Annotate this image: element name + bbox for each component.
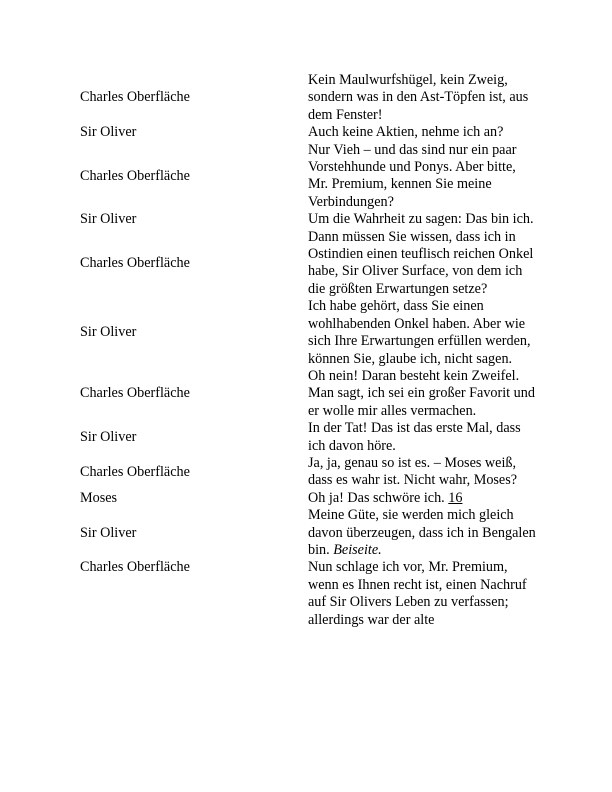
dialogue-line: Ja, ja, genau so ist es. – Moses weiß, dass es wahr ist. Nicht wahr, Moses? bbox=[308, 454, 518, 489]
dialogue-row bbox=[0, 420, 612, 455]
dialogue-row bbox=[0, 455, 612, 490]
dialogue-line bbox=[308, 507, 536, 559]
stage-direction: Beiseite. bbox=[333, 541, 382, 558]
dialogue-row bbox=[0, 559, 612, 629]
dialogue-line bbox=[308, 490, 536, 507]
dialogue-row bbox=[0, 124, 612, 141]
dialogue-line: Kein Maulwurfshügel, kein Zweig, sondern was in den Ast-Töpfen ist, aus dem Fenster! bbox=[308, 72, 529, 123]
dialogue-row bbox=[0, 211, 612, 228]
speaker-name: Sir Oliver bbox=[80, 124, 137, 141]
dialogue-row bbox=[0, 142, 612, 212]
dialogue-line: Ich habe gehört, dass Sie einen wohlhabenden Onkel haben. Aber wie sich Ihre Erwartungen erfüllen werden, können Sie, glaube ich, nicht sagen. bbox=[308, 298, 531, 367]
dialogue-line: Dann müssen Sie wissen, dass ich in Ostindien einen teuflisch reichen Onkel habe, Sir Oliver Surface, von dem ich die größten Erwartungen setze? bbox=[308, 228, 534, 297]
dialogue-row bbox=[0, 72, 612, 124]
speaker-name: Charles Oberfläche bbox=[80, 254, 190, 271]
speaker-name: Charles Oberfläche bbox=[80, 167, 190, 184]
dialogue-line: Nur Vieh – und das sind nur ein paar Vorstehhunde und Ponys. Aber bitte, Mr. Premium, kennen Sie meine Verbindungen? bbox=[308, 141, 517, 210]
speaker-name: Sir Oliver bbox=[80, 324, 137, 341]
dialogue-row bbox=[0, 490, 612, 507]
dialogue-text: Meine Güte, sie werden mich gleich davon überzeugen, dass ich in Bengalen bin. bbox=[308, 507, 536, 558]
footnote-reference[interactable]: 16 bbox=[448, 489, 463, 506]
dialogue-row bbox=[0, 298, 612, 368]
dialogue-row bbox=[0, 229, 612, 299]
dialogue-row bbox=[0, 368, 612, 420]
speaker-name: Charles Oberfläche bbox=[80, 89, 190, 106]
dialogue-table bbox=[0, 72, 612, 629]
speaker-name: Sir Oliver bbox=[80, 428, 137, 445]
speaker-name: Moses bbox=[80, 489, 118, 506]
speaker-name: Charles Oberfläche bbox=[80, 463, 190, 480]
dialogue-line: In der Tat! Das ist das erste Mal, dass ich davon höre. bbox=[308, 420, 521, 454]
dialogue-row bbox=[0, 507, 612, 559]
dialogue-line: Oh nein! Daran besteht kein Zweifel. Man sagt, ich sei ein großer Favorit und er wolle mir alles vermachen. bbox=[308, 367, 535, 419]
speaker-name: Sir Oliver bbox=[80, 524, 137, 541]
dialogue-line: Um die Wahrheit zu sagen: Das bin ich. bbox=[308, 211, 534, 228]
speaker-name: Sir Oliver bbox=[80, 211, 137, 228]
dialogue-text: Oh ja! Das schwöre ich. bbox=[308, 489, 449, 506]
speaker-name: Charles Oberfläche bbox=[80, 385, 190, 402]
speaker-name: Charles Oberfläche bbox=[80, 559, 190, 576]
dialogue-line: Nun schlage ich vor, Mr. Premium, wenn es Ihnen recht ist, einen Nachruf auf Sir Olivers Leben zu verfassen; allerdings war der alte bbox=[308, 559, 527, 628]
dialogue-line: Auch keine Aktien, nehme ich an? bbox=[308, 124, 504, 141]
